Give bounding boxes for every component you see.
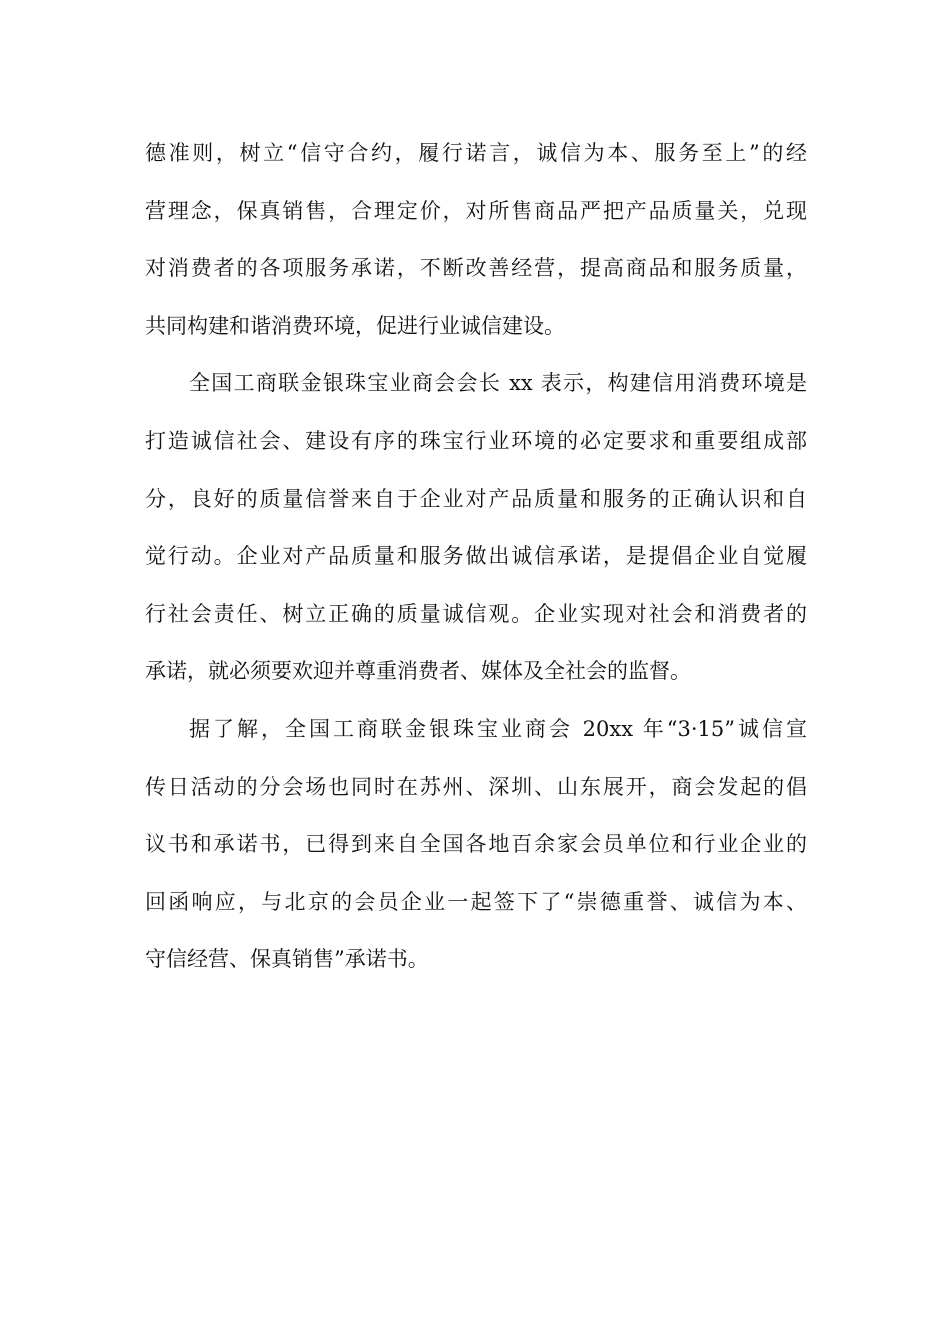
text-line: 议书和承诺书，已得到来自全国各地百余家会员单位和行业企业的 [145,832,807,857]
text-line: 觉行动。企业对产品质量和服务做出诚信承诺，是提倡企业自觉履 [145,544,807,569]
text-line: 守信经营、保真销售”承诺书。 [145,947,429,972]
text-line: 共同构建和谐消费环境，促进行业诚信建设。 [145,313,565,338]
text-line: 德准则，树立“信守合约，履行诺言，诚信为本、服务至上”的经 [145,141,807,165]
text-line: 对消费者的各项服务承诺，不断改善经营，提高商品和服务质量， [145,256,807,281]
text-line: 分，良好的质量信誉来自于企业对产品质量和服务的正确认识和自 [145,486,807,511]
text-line: 行社会责任、树立正确的质量诚信观。企业实现对社会和消费者的 [145,601,807,626]
text-line: 全国工商联金银珠宝业商会会长 xx 表示，构建信用消费环境是 [189,371,807,396]
text-line: 承诺，就必须要欢迎并尊重消费者、媒体及全社会的监督。 [145,659,691,684]
text-line: 传日活动的分会场也同时在苏州、深圳、山东展开，商会发起的倡 [145,774,807,799]
text-line: 回函响应，与北京的会员企业一起签下了“崇德重誉、诚信为本、 [145,889,807,914]
text-line: 打造诚信社会、建设有序的珠宝行业环境的必定要求和重要组成部 [145,428,807,453]
text-line: 营理念，保真销售，合理定价，对所售商品严把产品质量关，兑现 [145,198,807,223]
document-body [145,132,807,996]
text-line: 据了解，全国工商联金银珠宝业商会 20xx 年“3·15”诚信宣 [189,716,807,741]
